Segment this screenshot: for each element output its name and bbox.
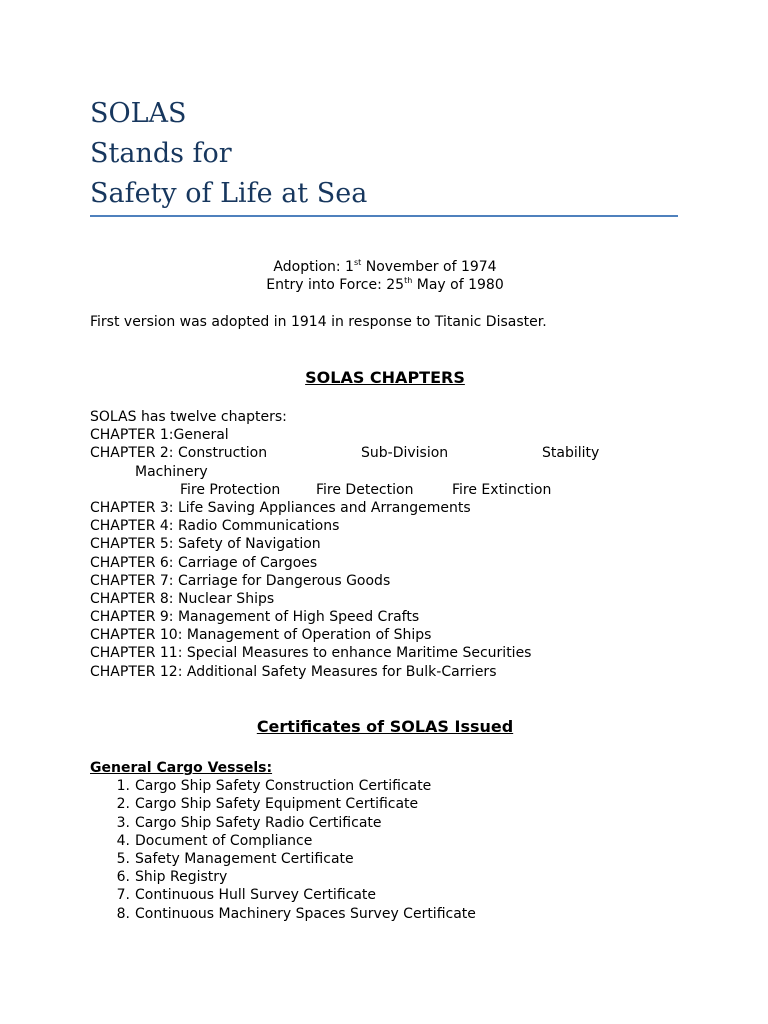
certificate-item: 3. Cargo Ship Safety Radio Certificate (116, 814, 382, 831)
chapter-item: CHAPTER 4: Radio Communications (90, 518, 340, 535)
adoption-prefix: Adoption: 1 (273, 259, 354, 275)
chapter-item: CHAPTER 9: Management of High Speed Crafts (90, 609, 420, 626)
chapters-intro: SOLAS has twelve chapters: (90, 409, 287, 425)
title-divider (90, 215, 678, 217)
certificate-list (90, 777, 680, 923)
title-line-1: SOLAS (90, 98, 187, 129)
adoption-suffix: November of 1974 (361, 259, 497, 275)
chapter-2-fire-extinction: Fire Extinction (452, 481, 552, 498)
entry-into-force-line (90, 276, 680, 294)
chapter-item: CHAPTER 3: Life Saving Appliances and Arrangements (90, 499, 471, 516)
chapter-item: CHAPTER 6: Carriage of Cargoes (90, 554, 318, 571)
title-line-2: Stands for (90, 138, 232, 169)
entry-sup: th (404, 276, 413, 286)
chapter-item: CHAPTER 8: Nuclear Ships (90, 590, 275, 607)
adoption-line (90, 258, 680, 276)
chapter-2-subdivision: Sub-Division (361, 445, 449, 462)
chapter-item: CHAPTER 11: Special Measures to enhance Maritime Securities (90, 645, 532, 662)
entry-suffix: May of 1980 (412, 277, 504, 294)
certificate-item: 8. Continuous Machinery Spaces Survey Certificate (116, 905, 476, 922)
chapters-heading: SOLAS CHAPTERS (305, 368, 465, 387)
chapters-list (90, 408, 680, 681)
title-line-3: Safety of Life at Sea (90, 178, 368, 209)
chapter-2-stability: Stability (542, 445, 600, 462)
certificates-heading: Certificates of SOLAS Issued (256, 717, 514, 736)
document-title (90, 94, 680, 214)
certificate-item: 5. Safety Management Certificate (116, 850, 354, 867)
chapter-2-item (90, 444, 680, 462)
general-cargo-vessels (90, 759, 680, 923)
general-cargo-vessels-heading: General Cargo Vessels: (90, 760, 273, 776)
chapter-2-fire-detection: Fire Detection (316, 481, 414, 498)
adoption-dates (90, 258, 680, 294)
certificate-item: 4. Document of Compliance (116, 832, 313, 849)
entry-prefix: Entry into Force: 25 (266, 277, 405, 294)
chapter-item: CHAPTER 12: Additional Safety Measures for Bulk-Carriers (90, 663, 497, 680)
first-version-note: First version was adopted in 1914 in response to Titanic Disaster. (90, 314, 547, 330)
certificate-item: 1. Cargo Ship Safety Construction Certificate (116, 778, 432, 795)
chapter-2-label: CHAPTER 2: Construction (90, 445, 268, 462)
certificate-item: 7. Continuous Hull Survey Certificate (116, 887, 377, 904)
chapter-item: CHAPTER 10: Management of Operation of Ships (90, 627, 432, 644)
chapter-item: CHAPTER 5: Safety of Navigation (90, 536, 321, 553)
certificate-item: 2. Cargo Ship Safety Equipment Certificate (116, 796, 419, 813)
chapter-2-subline (90, 481, 680, 499)
certificate-item: 6. Ship Registry (116, 869, 228, 886)
chapter-item: CHAPTER 7: Carriage for Dangerous Goods (90, 572, 391, 589)
chapter-2-subline (90, 463, 680, 481)
chapter-2-fire-protection: Fire Protection (180, 481, 281, 498)
chapter-2-machinery: Machinery (135, 463, 208, 480)
chapter-item: CHAPTER 1:General (90, 427, 229, 444)
adoption-sup: st (353, 258, 362, 267)
